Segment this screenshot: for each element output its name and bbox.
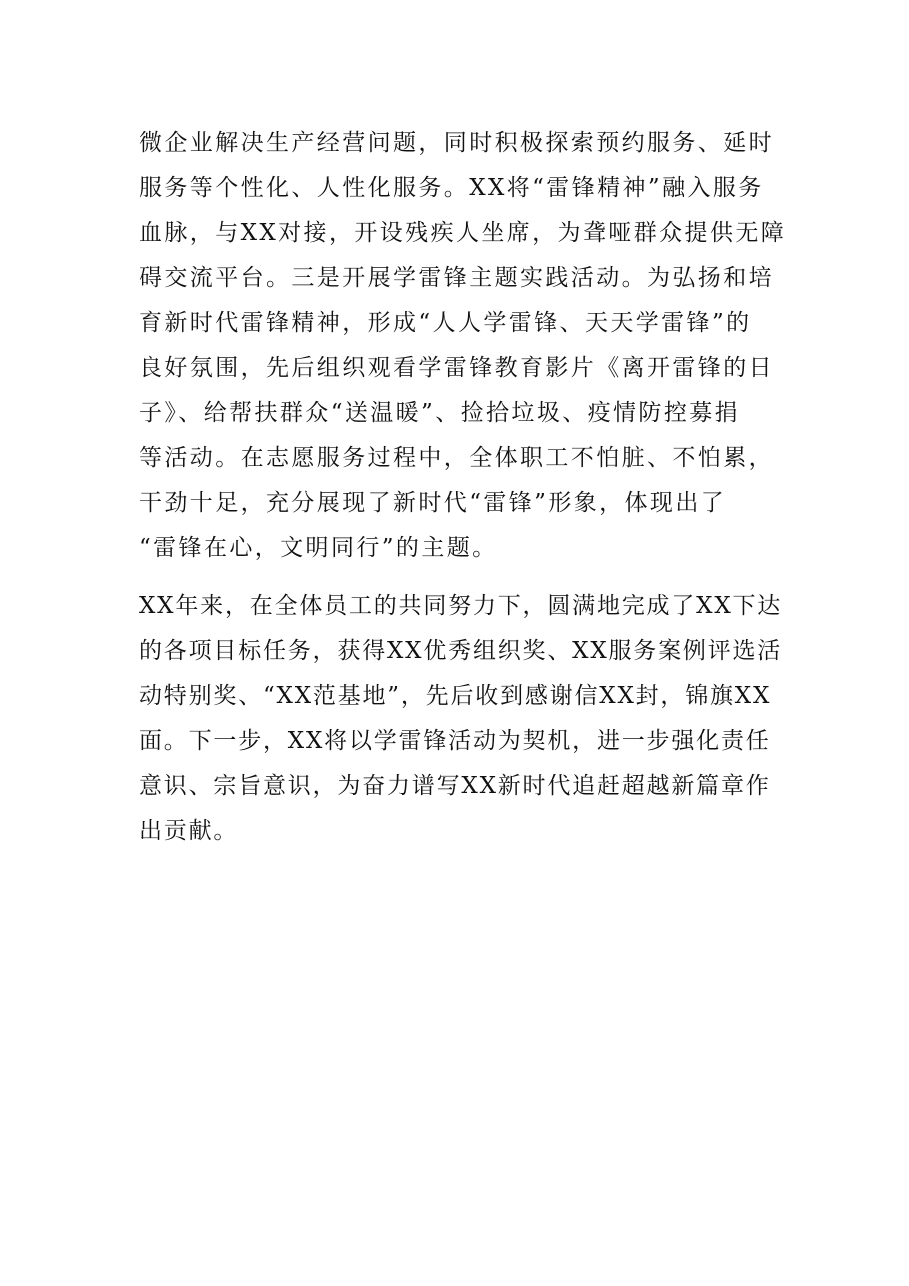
text-line: 出贡献。 [139,818,239,844]
text-line: 面。下一步，XX将以学雷锋活动为契机，进一步强化责任 [139,728,771,754]
text-line: 干劲十足，充分展现了新时代“雷锋”形象，体现出了 [139,490,727,516]
text-line: 子》、给帮扶群众“送温暖”、捡拾垃圾、疫情防控募捐 [139,400,741,426]
text-line: 服务等个性化、人性化服务。XX将“雷锋精神”融入服务 [139,175,764,201]
text-line: “雷锋在心，文明同行”的主题。 [139,535,498,561]
text-line: 意识、宗旨意识，为奋力谱写XX新时代追赶超越新篇章作 [139,773,771,799]
text-line: 等活动。在志愿服务过程中，全体职工不怕脏、不怕累， [139,445,774,471]
text-line: 动特别奖、“XX范基地”，先后收到感谢信XX封，锦旗XX [139,683,772,709]
text-line: 微企业解决生产经营问题，同时积极探索预约服务、延时 [139,130,774,156]
text-line: XX年来，在全体员工的共同努力下，圆满地完成了XX下达 [139,593,783,619]
text-line: 育新时代雷锋精神，形成“人人学雷锋、天天学雷锋”的 [139,310,752,336]
text-line: 碍交流平台。三是开展学雷锋主题实践活动。为弘扬和培 [139,265,774,291]
text-line: 的各项目标任务，获得XX优秀组织奖、XX服务案例评选活 [139,638,783,664]
text-line: 血脉，与XX对接，开设残疾人坐席，为聋哑群众提供无障 [139,220,787,246]
text-line: 良好氛围，先后组织观看学雷锋教育影片《离开雷锋的日 [139,355,774,381]
